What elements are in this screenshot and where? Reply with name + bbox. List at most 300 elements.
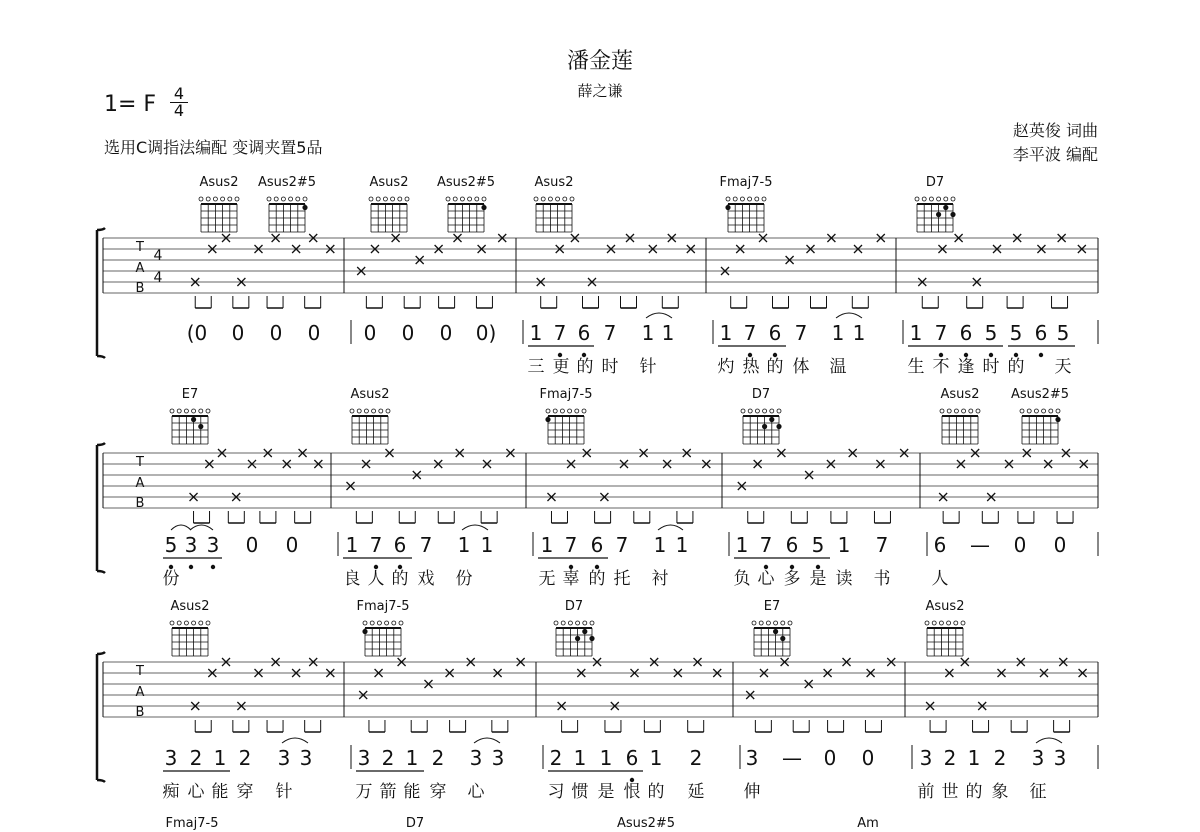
lyric-char: 世	[941, 782, 959, 802]
jianpu-note: 7	[615, 533, 629, 557]
open-string-mark	[556, 197, 560, 201]
open-string-mark	[1042, 409, 1046, 413]
finger-dot	[943, 205, 948, 210]
jianpu-note: 6	[768, 321, 782, 345]
lyric-char: 惯	[571, 782, 589, 802]
lyric-char: 书	[873, 569, 891, 589]
jianpu-note: 0	[1053, 533, 1067, 557]
jianpu-note: —	[782, 746, 802, 770]
open-string-mark	[752, 621, 756, 625]
jianpu-note: 1	[641, 321, 655, 345]
lyric-char: 针	[639, 357, 657, 377]
chord-diagram-icon	[915, 197, 956, 232]
finger-dot	[936, 212, 941, 217]
lyric-char: 热	[742, 357, 760, 377]
finger-dot	[582, 629, 587, 634]
jianpu-note: 1	[909, 321, 923, 345]
chord-name: Asus2#5	[1010, 387, 1070, 402]
jianpu-note: 1	[599, 746, 613, 770]
time-signature-bottom: 4	[170, 102, 188, 119]
chord-name: E7	[181, 387, 199, 402]
chord-diagram-icon	[925, 621, 965, 656]
lyric-char: 心	[467, 782, 485, 802]
lyric-char: 温	[829, 357, 847, 377]
jianpu-note: 6	[933, 533, 947, 557]
chord-name: Am	[857, 816, 879, 831]
lyric-char: 箭	[379, 782, 397, 802]
jianpu-note: 7	[743, 321, 757, 345]
chord-name: Asus2#5	[257, 175, 317, 190]
open-string-mark	[962, 409, 966, 413]
jianpu-note: 0	[363, 321, 377, 345]
open-string-mark	[357, 409, 361, 413]
open-string-mark	[774, 621, 778, 625]
open-string-mark	[199, 409, 203, 413]
jianpu-note: 7	[369, 533, 383, 557]
song-title: 潘金莲	[566, 49, 633, 74]
open-string-mark	[741, 409, 745, 413]
jianpu-note: 1	[852, 321, 866, 345]
chord-name: E7	[763, 599, 781, 614]
open-string-mark	[762, 197, 766, 201]
jianpu-note: 1	[719, 321, 733, 345]
lyric-char: 的	[766, 357, 784, 377]
chord-diagram-icon	[199, 197, 239, 232]
jianpu-note: 2	[993, 746, 1007, 770]
chord-name: Asus2	[199, 175, 239, 190]
open-string-mark	[398, 197, 402, 201]
jianpu-note: 1	[457, 533, 471, 557]
jianpu-note: 3	[469, 746, 483, 770]
key-signature: 1= F	[104, 92, 157, 117]
open-string-mark	[590, 621, 594, 625]
time-signature-top: 4	[173, 84, 185, 103]
jianpu-note: 1	[540, 533, 554, 557]
open-string-mark	[726, 197, 730, 201]
lyric-char: 延	[687, 782, 705, 802]
open-string-mark	[947, 621, 951, 625]
jianpu-note: 3	[1053, 746, 1067, 770]
jianpu-note: 7	[875, 533, 889, 557]
jianpu-note: 3	[1031, 746, 1045, 770]
finger-dot	[589, 636, 594, 641]
tab-time-top: 4	[153, 248, 163, 264]
open-string-mark	[766, 621, 770, 625]
lyric-char: 针	[275, 782, 293, 802]
open-string-mark	[922, 197, 926, 201]
jianpu-note: 0	[269, 321, 283, 345]
chord-name: Asus2#5	[616, 816, 676, 831]
jianpu-note: 3	[206, 533, 220, 557]
chord-diagram-icon	[534, 197, 574, 232]
open-string-mark	[939, 621, 943, 625]
jianpu-note: 1	[837, 533, 851, 557]
finger-dot	[575, 636, 580, 641]
lyric-char: 的	[1007, 357, 1025, 377]
chord-name: Fmaj7-5	[719, 175, 773, 190]
credit-lyrics-music: 赵英俊 词曲	[1012, 121, 1098, 140]
open-string-mark	[482, 197, 486, 201]
open-string-mark	[546, 409, 550, 413]
open-string-mark	[192, 621, 196, 625]
lyric-char: 无	[538, 569, 556, 589]
lyric-char: 更	[552, 357, 570, 377]
open-string-mark	[763, 409, 767, 413]
open-string-mark	[460, 197, 464, 201]
jianpu-note: 0	[861, 746, 875, 770]
open-string-mark	[954, 409, 958, 413]
finger-dot	[950, 212, 955, 217]
open-string-mark	[206, 621, 210, 625]
jianpu-note: 2	[189, 746, 203, 770]
jianpu-note: 5	[1056, 321, 1070, 345]
jianpu-note: 0	[231, 321, 245, 345]
open-string-mark	[759, 621, 763, 625]
lyric-char: 天	[1054, 357, 1072, 377]
open-string-mark	[206, 197, 210, 201]
finger-dot	[362, 629, 367, 634]
lyric-char: 份	[162, 569, 180, 589]
open-string-mark	[235, 197, 239, 201]
lyric-char: 痴	[162, 782, 180, 802]
lyric-char: 的	[965, 782, 983, 802]
finger-dot	[780, 636, 785, 641]
jianpu-note: 5	[1009, 321, 1023, 345]
jianpu-note: 2	[943, 746, 957, 770]
open-string-mark	[376, 197, 380, 201]
open-string-mark	[303, 197, 307, 201]
lyric-char: 伸	[743, 782, 761, 802]
tie-arc	[836, 313, 862, 318]
open-string-mark	[534, 197, 538, 201]
open-string-mark	[199, 197, 203, 201]
jianpu-note: 1	[529, 321, 543, 345]
open-string-mark	[281, 197, 285, 201]
jianpu-note: 0	[401, 321, 415, 345]
jianpu-note: 0	[307, 321, 321, 345]
open-string-mark	[925, 621, 929, 625]
jianpu-note: 2	[381, 746, 395, 770]
tie-arc	[462, 525, 488, 530]
jianpu-note: 6	[590, 533, 604, 557]
jianpu-note: 1	[213, 746, 227, 770]
open-string-mark	[350, 409, 354, 413]
open-string-mark	[177, 409, 181, 413]
lyric-char: 的	[588, 569, 606, 589]
lyric-char: 托	[613, 569, 631, 589]
open-string-mark	[184, 409, 188, 413]
open-string-mark	[199, 621, 203, 625]
tab-clef-b: B	[135, 281, 145, 296]
open-string-mark	[570, 197, 574, 201]
lyric-char: 时	[982, 357, 1000, 377]
open-string-mark	[385, 621, 389, 625]
jianpu-note: 1	[967, 746, 981, 770]
chord-diagram-icon	[170, 621, 210, 656]
open-string-mark	[274, 197, 278, 201]
jianpu-note: 7	[553, 321, 567, 345]
open-string-mark	[383, 197, 387, 201]
jianpu-note: 1	[405, 746, 419, 770]
open-string-mark	[781, 621, 785, 625]
jianpu-note: 0	[823, 746, 837, 770]
finger-dot	[725, 205, 730, 210]
jianpu-note: 3	[491, 746, 505, 770]
tab-clef-b: B	[135, 705, 145, 720]
lyric-char: 负	[733, 569, 751, 589]
open-string-mark	[372, 409, 376, 413]
chord-diagram-icon	[725, 197, 766, 232]
chord-name: Fmaj7-5	[165, 816, 219, 831]
open-string-mark	[969, 409, 973, 413]
open-string-mark	[177, 621, 181, 625]
jianpu-note: —	[970, 533, 990, 557]
lyric-char: 体	[792, 357, 810, 377]
jianpu-note: 1	[573, 746, 587, 770]
open-string-mark	[576, 621, 580, 625]
open-string-mark	[370, 621, 374, 625]
chord-name: D7	[564, 599, 584, 614]
jianpu-note: 7	[419, 533, 433, 557]
open-string-mark	[961, 621, 965, 625]
lyric-char: 心	[757, 569, 775, 589]
tab-clef-t: T	[136, 664, 144, 679]
finger-dot	[769, 417, 774, 422]
jianpu-note: 0	[245, 533, 259, 557]
lyric-char: 时	[601, 357, 619, 377]
finger-dot	[1055, 417, 1060, 422]
open-string-mark	[379, 409, 383, 413]
tie-arc	[282, 738, 308, 743]
open-string-mark	[213, 197, 217, 201]
open-string-mark	[541, 197, 545, 201]
lyric-char: 多	[783, 569, 801, 589]
tab-clef-b: B	[135, 496, 145, 511]
lyric-char: 征	[1029, 782, 1047, 802]
octave-dot	[1039, 353, 1043, 357]
jianpu-note: 0	[1013, 533, 1027, 557]
jianpu-note: 2	[549, 746, 563, 770]
jianpu-note: 6	[1034, 321, 1048, 345]
jianpu-note: 7	[934, 321, 948, 345]
lyric-char: 穿	[429, 782, 447, 802]
tab-clef-a: A	[135, 261, 145, 276]
open-string-mark	[929, 197, 933, 201]
chord-name: D7	[925, 175, 945, 190]
jianpu-note: 7	[794, 321, 808, 345]
lyric-char: 逢	[957, 357, 975, 377]
open-string-mark	[206, 409, 210, 413]
lyric-char: 象	[991, 782, 1009, 802]
chord-diagram-icon	[446, 197, 487, 232]
open-string-mark	[1027, 409, 1031, 413]
jianpu-note: 1	[675, 533, 689, 557]
chord-diagram-icon	[545, 409, 586, 444]
tie-arc	[658, 525, 683, 530]
jianpu-note: 5	[984, 321, 998, 345]
open-string-mark	[951, 197, 955, 201]
chord-name: Asus2	[534, 175, 574, 190]
chord-name: D7	[751, 387, 771, 402]
lyric-char: 不	[932, 357, 950, 377]
jianpu-note: 7	[759, 533, 773, 557]
lyric-char: 是	[597, 782, 615, 802]
jianpu-note: 1	[480, 533, 494, 557]
jianpu-note: 1	[735, 533, 749, 557]
open-string-mark	[740, 197, 744, 201]
chord-diagram-icon	[741, 409, 782, 444]
arrangement-note: 选用C调指法编配 变调夹置5品	[104, 138, 323, 157]
open-string-mark	[399, 621, 403, 625]
open-string-mark	[788, 621, 792, 625]
lyric-char: 辜	[562, 569, 580, 589]
open-string-mark	[582, 409, 586, 413]
jianpu-note: 3	[357, 746, 371, 770]
open-string-mark	[170, 621, 174, 625]
tie-arc	[190, 525, 213, 530]
open-string-mark	[1056, 409, 1060, 413]
lyric-char: 灼	[717, 357, 735, 377]
jianpu-note: 5	[811, 533, 825, 557]
octave-dot	[211, 565, 215, 569]
jianpu-note: 5	[164, 533, 178, 557]
open-string-mark	[184, 621, 188, 625]
chord-name: Fmaj7-5	[539, 387, 593, 402]
lyric-char: 的	[647, 782, 665, 802]
lyric-char: 份	[455, 569, 473, 589]
jianpu-note: 2	[689, 746, 703, 770]
jianpu-note: 6	[577, 321, 591, 345]
open-string-mark	[170, 409, 174, 413]
jianpu-note: 0	[285, 533, 299, 557]
finger-dot	[191, 417, 196, 422]
jianpu-note: 0	[439, 321, 453, 345]
finger-dot	[302, 205, 307, 210]
open-string-mark	[748, 197, 752, 201]
open-string-mark	[364, 409, 368, 413]
chord-name: D7	[405, 816, 425, 831]
lyric-char: 良	[343, 569, 361, 589]
jianpu-note: 7	[564, 533, 578, 557]
chord-diagram-icon	[362, 621, 403, 656]
open-string-mark	[583, 621, 587, 625]
chord-diagram-icon	[1020, 409, 1061, 444]
jianpu-note: 6	[959, 321, 973, 345]
jianpu-note: 2	[238, 746, 252, 770]
open-string-mark	[944, 197, 948, 201]
lyric-char: 的	[576, 357, 594, 377]
open-string-mark	[363, 621, 367, 625]
open-string-mark	[770, 409, 774, 413]
jianpu-note: 3	[164, 746, 178, 770]
open-string-mark	[563, 197, 567, 201]
jianpu-note: 3	[277, 746, 291, 770]
open-string-mark	[377, 621, 381, 625]
open-string-mark	[446, 197, 450, 201]
open-string-mark	[1034, 409, 1038, 413]
open-string-mark	[915, 197, 919, 201]
tab-clef-t: T	[136, 240, 144, 255]
chord-diagram-icon	[170, 409, 210, 444]
open-string-mark	[932, 621, 936, 625]
lyric-char: 衬	[651, 569, 669, 589]
open-string-mark	[1020, 409, 1024, 413]
open-string-mark	[568, 409, 572, 413]
open-string-mark	[568, 621, 572, 625]
lyric-char: 能	[403, 782, 421, 802]
jianpu-note: 3	[299, 746, 313, 770]
chord-name: Asus2#5	[436, 175, 496, 190]
open-string-mark	[777, 409, 781, 413]
lyric-char: 恨	[623, 782, 641, 802]
jianpu-note: (0	[186, 321, 208, 345]
chord-name: Asus2	[940, 387, 980, 402]
lyric-char: 能	[211, 782, 229, 802]
jianpu-note: 1	[653, 533, 667, 557]
lyric-char: 心	[187, 782, 205, 802]
jianpu-note: 1	[831, 321, 845, 345]
jianpu-note: 7	[603, 321, 617, 345]
lyric-char: 前	[917, 782, 935, 802]
open-string-mark	[561, 621, 565, 625]
open-string-mark	[976, 409, 980, 413]
jianpu-note: 3	[745, 746, 759, 770]
open-string-mark	[228, 197, 232, 201]
tie-arc	[1036, 738, 1062, 743]
jianpu-note: 6	[393, 533, 407, 557]
lyric-char: 的	[391, 569, 409, 589]
open-string-mark	[954, 621, 958, 625]
chord-diagram-icon	[369, 197, 409, 232]
tab-clef-a: A	[135, 685, 145, 700]
finger-dot	[545, 417, 550, 422]
open-string-mark	[392, 621, 396, 625]
lyric-char: 读	[835, 569, 853, 589]
open-string-mark	[296, 197, 300, 201]
finger-dot	[198, 424, 203, 429]
tab-clef-t: T	[136, 455, 144, 470]
jianpu-note: 6	[785, 533, 799, 557]
octave-dot	[189, 565, 193, 569]
open-string-mark	[755, 197, 759, 201]
lyric-char: 万	[355, 782, 373, 802]
chord-diagram-icon	[267, 197, 308, 232]
open-string-mark	[733, 197, 737, 201]
open-string-mark	[1049, 409, 1053, 413]
open-string-mark	[548, 197, 552, 201]
chord-diagram-icon	[940, 409, 980, 444]
open-string-mark	[369, 197, 373, 201]
open-string-mark	[947, 409, 951, 413]
tab-clef-a: A	[135, 476, 145, 491]
open-string-mark	[386, 409, 390, 413]
open-string-mark	[553, 409, 557, 413]
open-string-mark	[940, 409, 944, 413]
lyric-char: 三	[527, 357, 545, 377]
chord-name: Asus2	[925, 599, 965, 614]
finger-dot	[481, 205, 486, 210]
jianpu-note: 3	[184, 533, 198, 557]
credit-arranger: 李平波 编配	[1012, 145, 1098, 164]
open-string-mark	[475, 197, 479, 201]
open-string-mark	[575, 409, 579, 413]
lyric-char: 生	[907, 357, 925, 377]
jianpu-note: 2	[431, 746, 445, 770]
open-string-mark	[755, 409, 759, 413]
finger-dot	[773, 629, 778, 634]
open-string-mark	[391, 197, 395, 201]
lyric-char: 是	[809, 569, 827, 589]
